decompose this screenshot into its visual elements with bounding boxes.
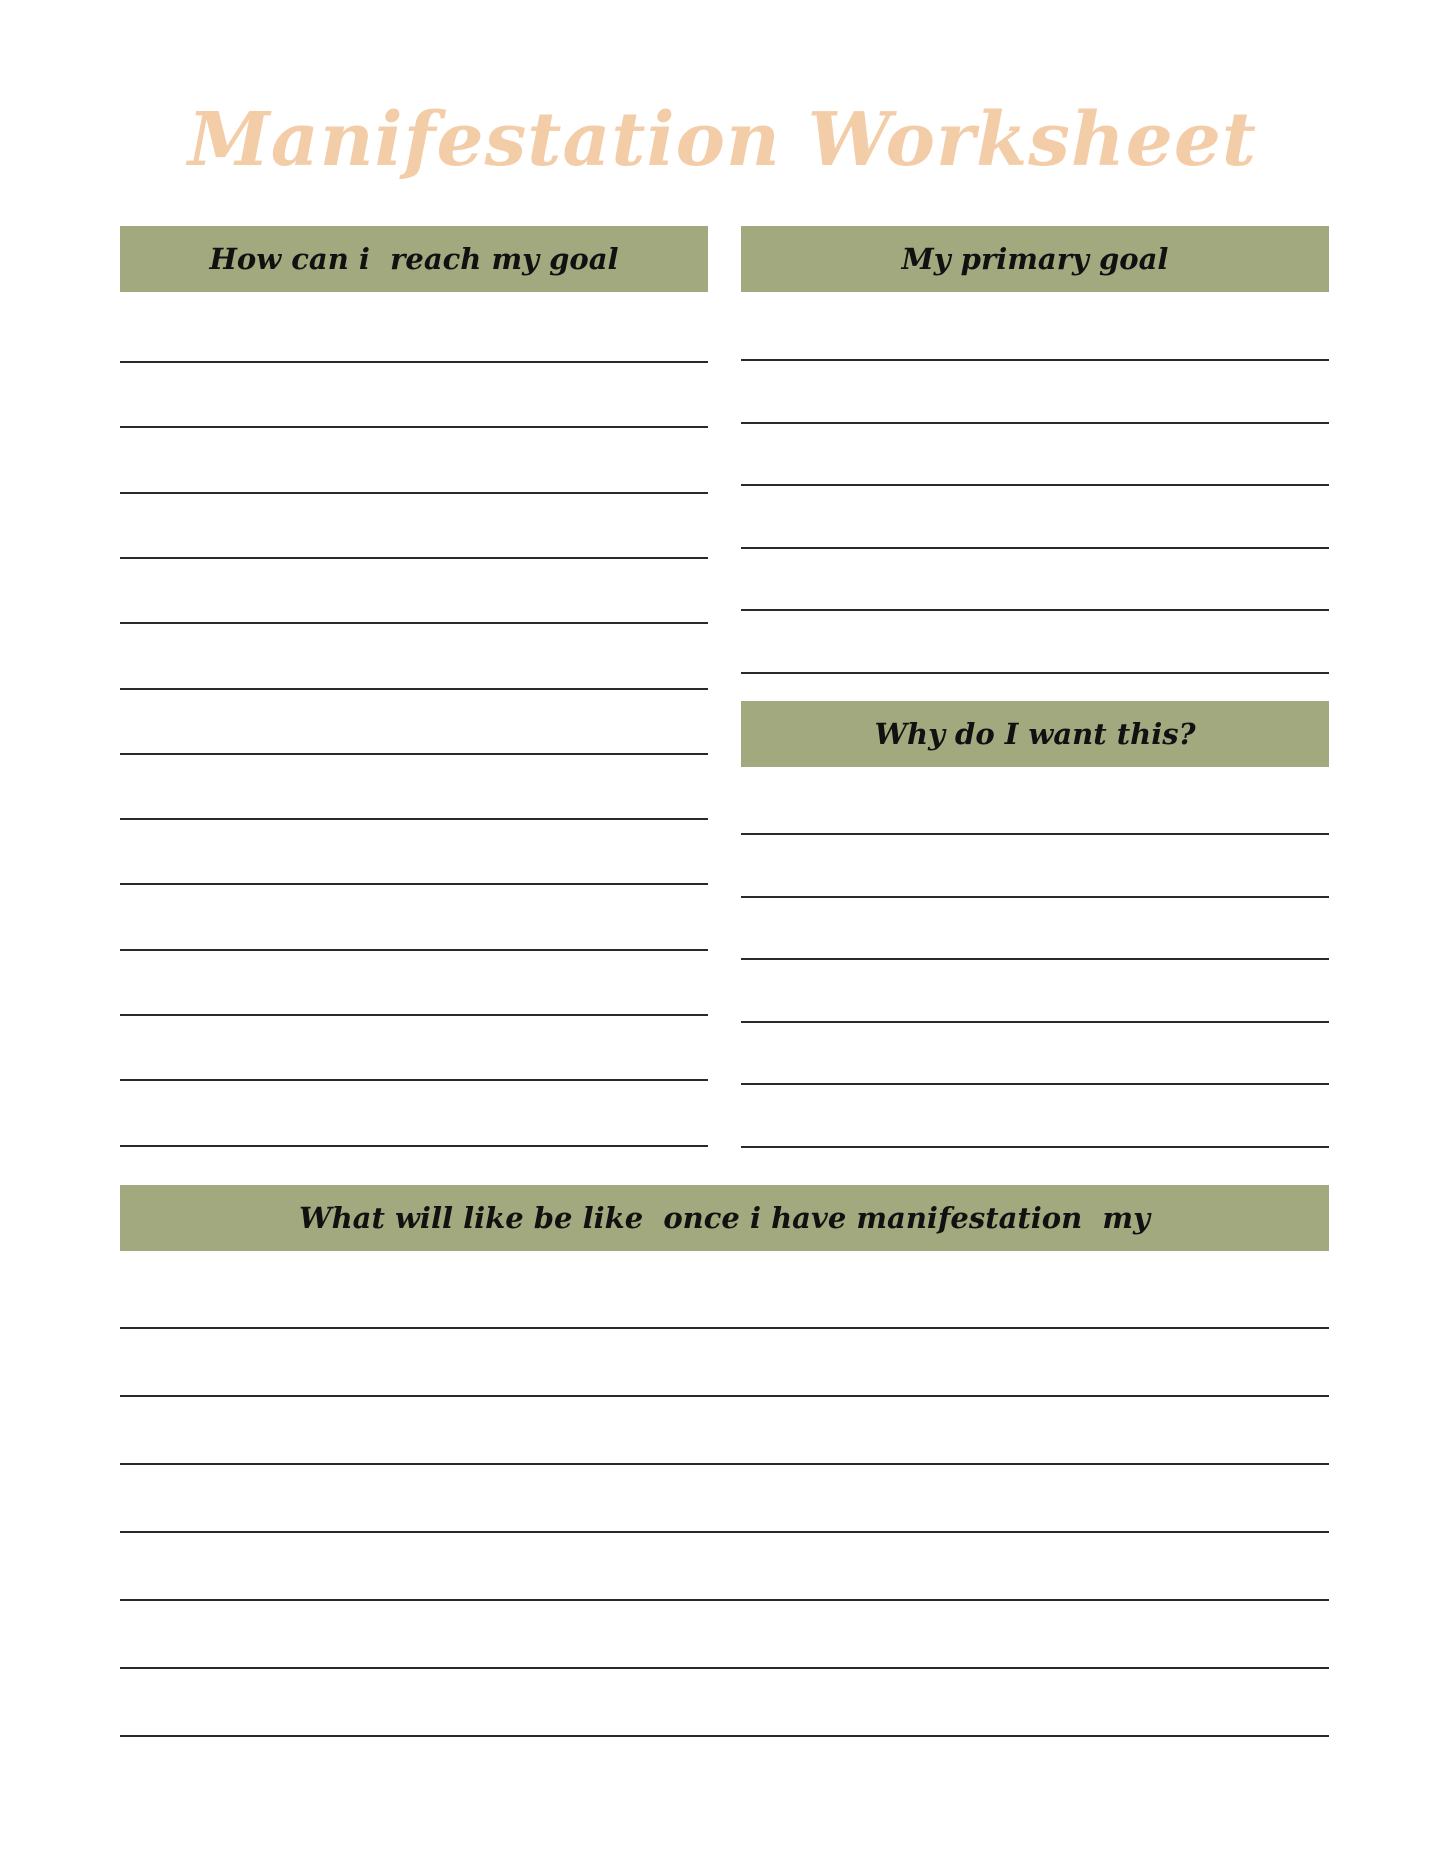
writing-line	[741, 609, 1329, 611]
writing-line	[741, 1021, 1329, 1023]
writing-line	[120, 1395, 1329, 1397]
writing-line	[120, 1079, 708, 1081]
section-header-primary-goal: My primary goal	[741, 226, 1329, 292]
writing-line	[741, 484, 1329, 486]
section-header-how: How can i reach my goal	[120, 226, 708, 292]
writing-line	[120, 883, 708, 885]
writing-line	[120, 492, 708, 494]
writing-line	[120, 688, 708, 690]
writing-line	[120, 818, 708, 820]
writing-line	[741, 958, 1329, 960]
writing-line	[120, 1531, 1329, 1533]
writing-line	[120, 1327, 1329, 1329]
writing-line	[120, 949, 708, 951]
section-header-future: What will like be like once i have manifestation my	[120, 1185, 1329, 1251]
writing-line	[741, 833, 1329, 835]
writing-line	[741, 672, 1329, 674]
writing-line	[741, 1146, 1329, 1148]
writing-line	[741, 359, 1329, 361]
writing-line	[741, 896, 1329, 898]
writing-line	[120, 1463, 1329, 1465]
page-title: Manifestation Worksheet	[187, 97, 1258, 183]
section-header-why: Why do I want this?	[741, 701, 1329, 767]
writing-line	[120, 753, 708, 755]
writing-line	[120, 557, 708, 559]
writing-line	[741, 547, 1329, 549]
writing-line	[120, 622, 708, 624]
writing-line	[120, 1599, 1329, 1601]
writing-line	[741, 1083, 1329, 1085]
writing-line	[120, 361, 708, 363]
writing-line	[120, 1145, 708, 1147]
writing-line	[120, 1735, 1329, 1737]
writing-line	[741, 422, 1329, 424]
writing-line	[120, 1667, 1329, 1669]
writing-line	[120, 426, 708, 428]
writing-line	[120, 1014, 708, 1016]
